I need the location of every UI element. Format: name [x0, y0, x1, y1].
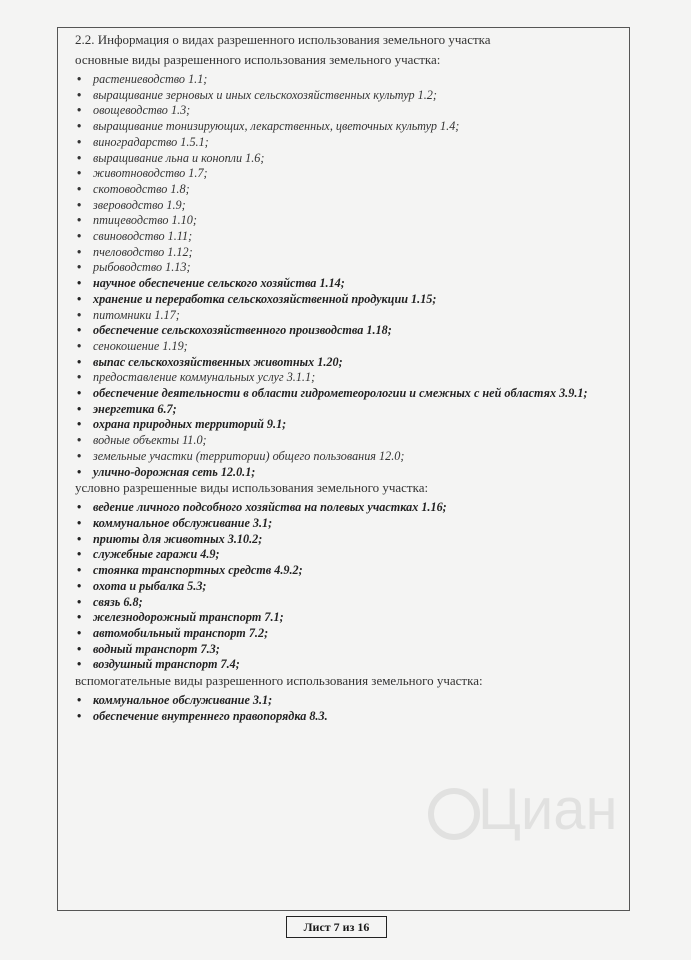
list-item: • земельные участки (территории) общего пользования 12.0;: [73, 449, 625, 465]
list-item: • рыбоводство 1.13;: [73, 260, 625, 276]
list-item: • питомники 1.17;: [73, 308, 625, 324]
watermark-circle-icon: [428, 788, 480, 840]
list-item: • охрана природных территорий 9.1;: [73, 417, 625, 433]
list-item: • выращивание зерновых и иных сельскохозяйственных культур 1.2;: [73, 88, 625, 104]
list-item: • обеспечение сельскохозяйственного производства 1.18;: [73, 323, 625, 339]
auxiliary-uses-list: [73, 693, 625, 724]
watermark-text: Циан: [478, 777, 618, 842]
list-item: • служебные гаражи 4.9;: [73, 547, 625, 563]
list-item: • обеспечение деятельности в области гидрометеорологии и смежных с ней областях 3.9.1;: [73, 386, 625, 402]
list-item: • птицеводство 1.10;: [73, 213, 625, 229]
list-item: • энергетика 6.7;: [73, 402, 625, 418]
list-item: • хранение и переработка сельскохозяйственной продукции 1.15;: [73, 292, 625, 308]
list-item: • выращивание тонизирующих, лекарственных, цветочных культур 1.4;: [73, 119, 625, 135]
list-item: • коммунальное обслуживание 3.1;: [73, 693, 625, 709]
document-content: [73, 32, 625, 724]
list-item: • автомобильный транспорт 7.2;: [73, 626, 625, 642]
list-item: • воздушный транспорт 7.4;: [73, 657, 625, 673]
list-item: • водные объекты 11.0;: [73, 433, 625, 449]
list-item: • выращивание льна и конопли 1.6;: [73, 151, 625, 167]
list-item: • приюты для животных 3.10.2;: [73, 532, 625, 548]
list-item: • улично-дорожная сеть 12.0.1;: [73, 465, 625, 481]
conditional-uses-title: условно разрешенные виды использования земельного участка:: [75, 480, 429, 496]
list-item: • животноводство 1.7;: [73, 166, 625, 182]
list-item: • обеспечение внутреннего правопорядка 8.3.: [73, 709, 625, 725]
section-heading: 2.2. Информация о видах разрешенного использования земельного участка: [75, 32, 491, 47]
list-item: • охота и рыбалка 5.3;: [73, 579, 625, 595]
list-item: • ведение личного подсобного хозяйства на полевых участках 1.16;: [73, 500, 625, 516]
list-item: • выпас сельскохозяйственных животных 1.20;: [73, 355, 625, 371]
watermark-logo: [416, 770, 616, 860]
list-item: • сенокошение 1.19;: [73, 339, 625, 355]
list-item: • звероводство 1.9;: [73, 198, 625, 214]
main-uses-list: [73, 72, 625, 480]
page-number-footer: Лист 7 из 16: [286, 916, 387, 938]
list-item: • водный транспорт 7.3;: [73, 642, 625, 658]
list-item: • научное обеспечение сельского хозяйства 1.14;: [73, 276, 625, 292]
list-item: • стоянка транспортных средств 4.9.2;: [73, 563, 625, 579]
list-item: • коммунальное обслуживание 3.1;: [73, 516, 625, 532]
main-uses-title: основные виды разрешенного использования земельного участка:: [75, 52, 441, 67]
list-item: • свиноводство 1.11;: [73, 229, 625, 245]
list-item: • пчеловодство 1.12;: [73, 245, 625, 261]
auxiliary-uses-title: вспомогательные виды разрешенного использования земельного участка:: [75, 673, 483, 689]
list-item: • железнодорожный транспорт 7.1;: [73, 610, 625, 626]
list-item: • овощеводство 1.3;: [73, 103, 625, 119]
list-item: • виноградарство 1.5.1;: [73, 135, 625, 151]
list-item: • связь 6.8;: [73, 595, 625, 611]
list-item: • скотоводство 1.8;: [73, 182, 625, 198]
list-item: • растениеводство 1.1;: [73, 72, 625, 88]
list-item: • предоставление коммунальных услуг 3.1.1;: [73, 370, 625, 386]
conditional-uses-list: [73, 500, 625, 673]
